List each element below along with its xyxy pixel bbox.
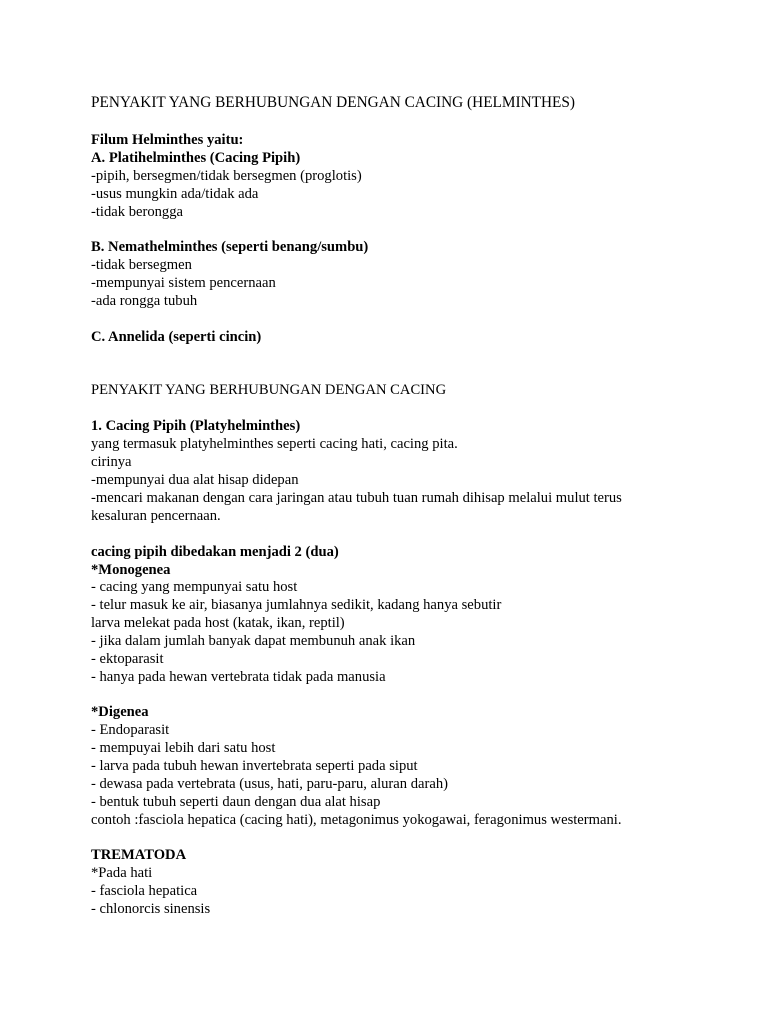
list-item: - fasciola hepatica (91, 883, 198, 899)
paragraph-line: kesaluran pencernaan. (91, 508, 221, 524)
trematoda-heading: TREMATODA (91, 847, 187, 863)
list-item: - hanya pada hewan vertebrata tidak pada manusia (91, 669, 386, 685)
list-item: -pipih, bersegmen/tidak bersegmen (proglotis) (91, 168, 362, 184)
paragraph-line: -mempunyai dua alat hisap didepan (91, 472, 299, 488)
monogenea-heading: *Monogenea (91, 562, 171, 578)
list-item: - jika dalam jumlah banyak dapat membunuh anak ikan (91, 633, 416, 649)
cacing-pipih-heading: 1. Cacing Pipih (Platyhelminthes) (91, 418, 301, 434)
list-item: - ektoparasit (91, 651, 164, 667)
list-item: - larva pada tubuh hewan invertebrata seperti pada siput (91, 758, 418, 774)
list-item: contoh :fasciola hepatica (cacing hati), metagonimus yokogawai, feragonimus westermani. (91, 812, 622, 828)
section-c-heading: C. Annelida (seperti cincin) (91, 329, 262, 345)
list-item: - cacing yang mempunyai satu host (91, 579, 298, 595)
list-item: - Endoparasit (91, 722, 170, 738)
section-a-heading: A. Platihelminthes (Cacing Pipih) (91, 150, 301, 166)
digenea-heading: *Digenea (91, 704, 149, 720)
list-item: - dewasa pada vertebrata (usus, hati, paru-paru, aluran darah) (91, 776, 448, 792)
paragraph-line: yang termasuk platyhelminthes seperti cacing hati, cacing pita. (91, 436, 458, 452)
list-item: -tidak bersegmen (91, 257, 192, 273)
list-item: - mempuyai lebih dari satu host (91, 740, 276, 756)
dibedakan-heading: cacing pipih dibedakan menjadi 2 (dua) (91, 544, 339, 560)
section-b-heading: B. Nemathelminthes (seperti benang/sumbu) (91, 239, 369, 255)
list-item: -ada rongga tubuh (91, 293, 198, 309)
paragraph-line: cirinya (91, 454, 132, 470)
list-item: -tidak berongga (91, 204, 183, 220)
section-subtitle: PENYAKIT YANG BERHUBUNGAN DENGAN CACING (91, 382, 447, 398)
paragraph-line: -mencari makanan dengan cara jaringan atau tubuh tuan rumah dihisap melalui mulut terus (91, 490, 622, 506)
list-item: larva melekat pada host (katak, ikan, reptil) (91, 615, 345, 631)
list-item: -mempunyai sistem pencernaan (91, 275, 276, 291)
list-item: - chlonorcis sinensis (91, 901, 211, 917)
filum-heading: Filum Helminthes yaitu: (91, 132, 244, 148)
list-item: *Pada hati (91, 865, 153, 881)
list-item: - bentuk tubuh seperti daun dengan dua alat hisap (91, 794, 381, 810)
list-item: - telur masuk ke air, biasanya jumlahnya sedikit, kadang hanya sebutir (91, 597, 502, 613)
document-title: PENYAKIT YANG BERHUBUNGAN DENGAN CACING (HELMINTHES) (91, 94, 575, 111)
list-item: -usus mungkin ada/tidak ada (91, 186, 259, 202)
